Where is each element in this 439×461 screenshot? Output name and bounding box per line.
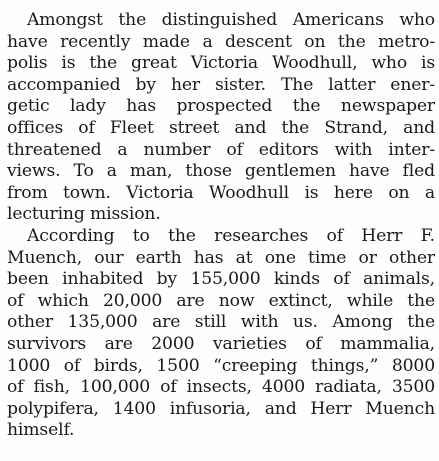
- text-line: polis is the great Victoria Woodhull, who is: [7, 53, 435, 74]
- text-line: survivors are 2000 varieties of mammalia,: [7, 333, 435, 354]
- text-line: been inhabited by 155,000 kinds of animals,: [7, 269, 435, 290]
- text-line: of fish, 100,000 of insects, 4000 radiata, 3500: [7, 377, 435, 398]
- paragraph-muench: [7, 226, 435, 442]
- text-line: polypifera, 1400 infusoria, and Herr Muench: [7, 398, 435, 419]
- text-line: Muench, our earth has at one time or other: [7, 247, 435, 268]
- text-line: accompanied by her sister. The latter ener-: [7, 74, 435, 95]
- text-line: views. To a man, those gentlemen have fled: [7, 161, 435, 182]
- text-line: According to the researches of Herr F.: [27, 225, 435, 246]
- text-line: other 135,000 are still with us. Among the: [7, 312, 435, 333]
- text-line: from town. Victoria Woodhull is here on a: [7, 182, 435, 203]
- paragraph-woodhull: [7, 10, 435, 226]
- text-line: offices of Fleet street and the Strand, and: [7, 117, 435, 138]
- text-line: getic lady has prospected the newspaper: [7, 96, 435, 117]
- text-line: of which 20,000 are now extinct, while the: [7, 290, 435, 311]
- text-line: have recently made a descent on the metro-: [7, 31, 435, 52]
- text-line: Amongst the distinguished Americans who: [27, 10, 435, 30]
- text-line: 1000 of birds, 1500 “creeping things,” 8000: [7, 355, 435, 376]
- text-line: lecturing mission.: [7, 204, 161, 225]
- text-line: threatened a number of editors with inter-: [7, 139, 435, 160]
- text-line: himself.: [7, 420, 75, 441]
- article-column: [7, 10, 435, 442]
